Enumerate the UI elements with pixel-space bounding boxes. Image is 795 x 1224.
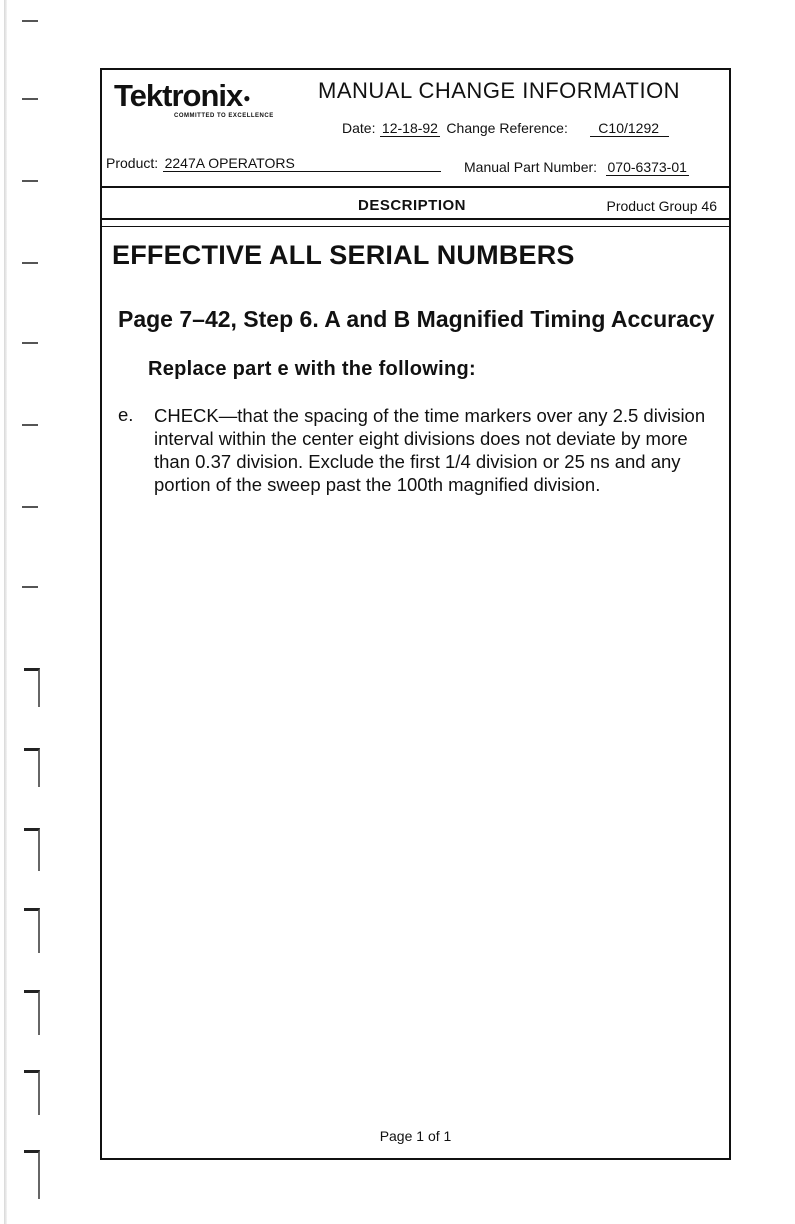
form-title: MANUAL CHANGE INFORMATION <box>318 78 681 103</box>
binding-mark <box>22 506 38 508</box>
company-logo: Tektronix● <box>114 78 250 113</box>
binding-mark <box>22 342 38 344</box>
binding-mark <box>22 180 38 182</box>
description-divider-thin <box>102 226 729 227</box>
binding-mark <box>24 1070 40 1115</box>
date-label: Date: <box>342 120 376 136</box>
binding-mark <box>24 828 40 871</box>
description-label: DESCRIPTION <box>358 197 467 214</box>
binding-mark <box>22 262 38 264</box>
item-text: CHECK—that the spacing of the time markers over any 2.5 division interval within the center eight divisions does not deviate by more than 0.37 division. Exclude the first 1/4 division or 25 ns and any portion of the sweep past the 100th magnified division. <box>154 405 706 495</box>
header-divider <box>102 186 729 188</box>
date-value: 12-18-92 <box>381 120 438 136</box>
change-form <box>100 68 731 1160</box>
binding-mark <box>24 990 40 1035</box>
binding-edge <box>0 0 60 1224</box>
description-divider <box>102 218 729 220</box>
binding-mark <box>24 908 40 953</box>
product-value: 2247A OPERATORS <box>163 155 441 172</box>
binding-mark <box>24 1150 40 1199</box>
binding-mark <box>24 668 40 707</box>
binding-shadow <box>4 0 7 1224</box>
part-number-value: 070-6373-01 <box>607 159 687 175</box>
binding-mark <box>22 424 38 426</box>
product-group: Product Group 46 <box>606 198 717 214</box>
binding-mark <box>22 98 38 100</box>
binding-mark <box>24 748 40 787</box>
change-reference-label: Change Reference: <box>446 120 568 136</box>
logo-tagline: COMMITTED TO EXCELLENCE <box>174 113 274 119</box>
replace-instruction: Replace part e with the following: <box>148 358 477 380</box>
binding-mark <box>22 586 38 588</box>
page-number: Page 1 of 1 <box>379 1128 452 1144</box>
effectivity-heading: EFFECTIVE ALL SERIAL NUMBERS <box>112 240 575 270</box>
product-label: Product: <box>106 155 159 171</box>
step-heading: Page 7–42, Step 6. A and B Magnified Timing Accuracy <box>118 306 715 332</box>
date-row <box>342 120 669 138</box>
part-number-row <box>464 159 689 177</box>
binding-mark <box>22 20 38 22</box>
part-number-label: Manual Part Number: <box>464 159 598 175</box>
change-reference-value: C10/1292 <box>590 120 669 137</box>
item-letter: e. <box>118 404 134 425</box>
product-row <box>106 155 441 173</box>
